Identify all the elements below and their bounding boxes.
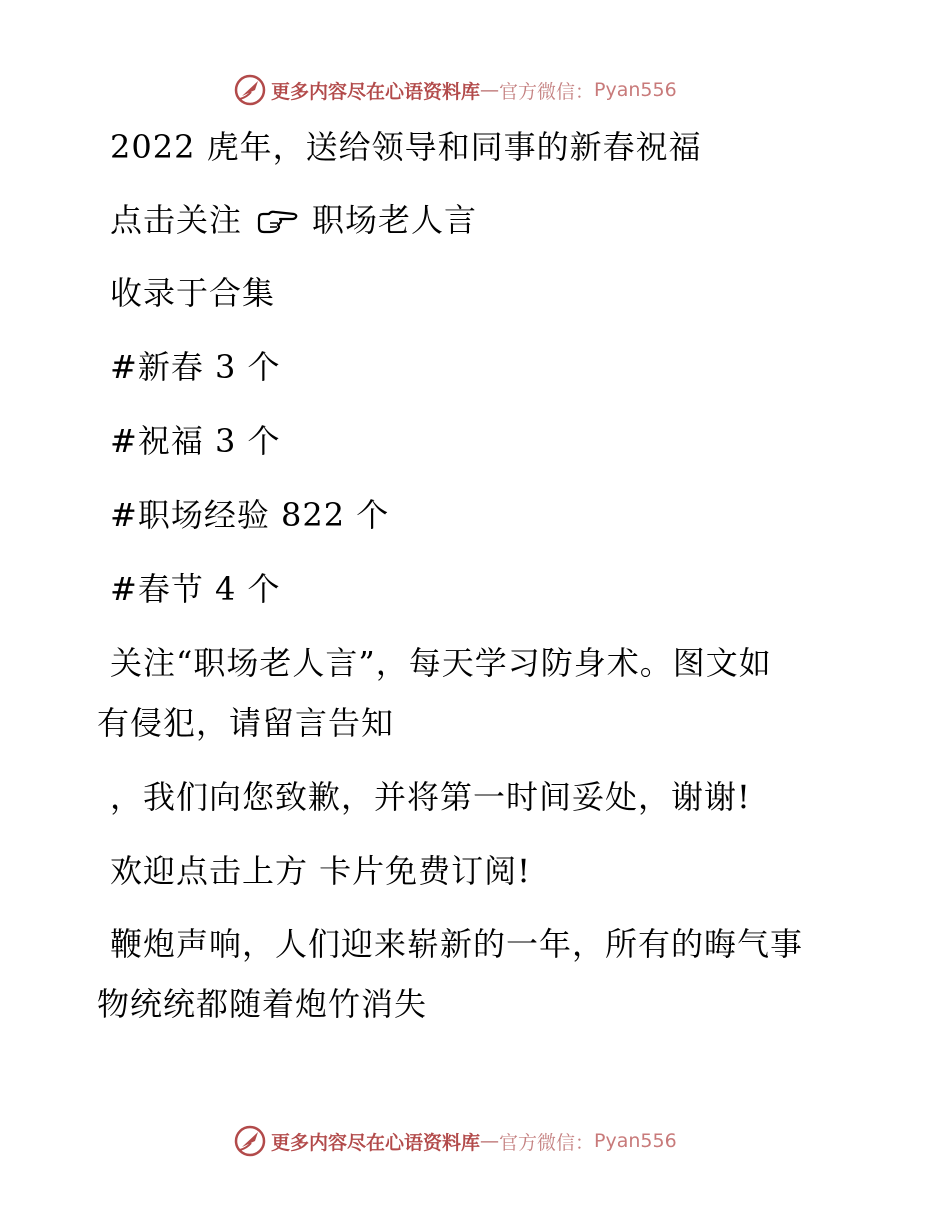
tag-item[interactable]: #春节 4 个 [110, 570, 281, 608]
watermark-separator: — [480, 1130, 500, 1152]
apology-line: ，我们向您致歉，并将第一时间妥处，谢谢! [110, 778, 751, 816]
notice-line-2: 有侵犯，请留言告知 [97, 704, 395, 742]
header-watermark [233, 70, 677, 110]
subscribe-line: 欢迎点击上方 卡片免费订阅! [110, 852, 532, 890]
watermark-account: Pyan556 [594, 1130, 677, 1152]
quill-logo-icon [233, 73, 267, 107]
notice-line-1: 关注“职场老人言”，每天学习防身术。图文如 [110, 644, 772, 682]
tag-item[interactable]: #祝福 3 个 [110, 422, 281, 460]
quill-logo-icon [233, 1124, 267, 1158]
follow-line [110, 200, 477, 240]
tag-item[interactable]: #新春 3 个 [110, 348, 281, 386]
body-line-1: 鞭炮声响，人们迎来崭新的一年，所有的晦气事 [110, 925, 804, 963]
watermark-wechat-label: 官方微信： [499, 80, 595, 103]
collection-label: 收录于合集 [110, 274, 276, 312]
watermark-account: Pyan556 [594, 79, 677, 101]
watermark-wechat-label: 官方微信： [499, 1131, 595, 1154]
follow-prefix: 点击关注 [110, 201, 243, 239]
body-line-2: 物统统都随着炮竹消失 [97, 985, 428, 1023]
tag-item[interactable]: #职场经验 822 个 [110, 496, 390, 534]
pointing-hand-icon [256, 210, 298, 236]
article-title: 2022 虎年，送给领导和同事的新春祝福 [110, 128, 702, 166]
watermark-separator: — [480, 79, 500, 101]
watermark-site-name: 更多内容尽在心语资料库 [271, 80, 481, 103]
watermark-site-name: 更多内容尽在心语资料库 [271, 1131, 481, 1154]
follow-account[interactable]: 职场老人言 [312, 201, 478, 239]
footer-watermark [233, 1121, 677, 1161]
